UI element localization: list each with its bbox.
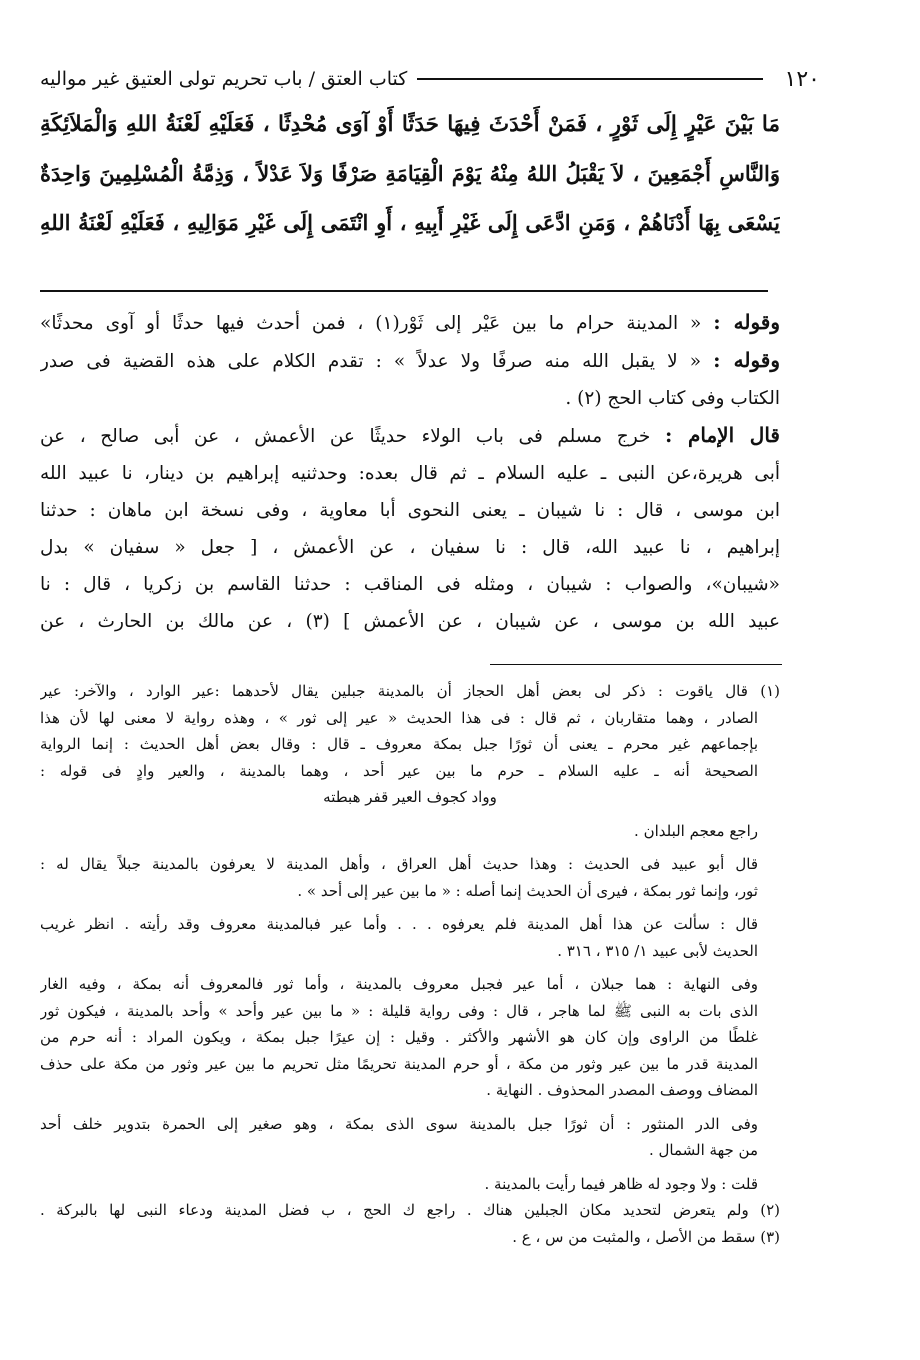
commentary-line: «شيبان»، والصواب : شيبان ، ومثله فى المناقب : حدثنا القاسم بن زكريا ، قال : نا bbox=[40, 574, 780, 595]
footnote-line: غلطًا من الراوى وإن كان هو الأشهر والأكثر . وقيل : إن عيرًا جبل بمكة ، ويكون المراد : أنه حرم من bbox=[40, 1028, 758, 1046]
commentary-line: إبراهيم ، نا عبيد الله، قال : نا سفيان ، عن الأعمش ، [ جعل « سفيان » بدل bbox=[40, 537, 780, 558]
footnote-line: وفى الدر المنثور : أن ثورًا جبل بالمدينة سوى الذى بمكة ، وهو صغير إلى الحمرة بتدوير خلف أحد bbox=[40, 1114, 758, 1133]
commentary-line bbox=[40, 304, 780, 342]
commentary-span: « المدينة حرام ما بين عَيْر إلى ثَوْر(١) ، فمن أحدث فيها حدثًا أو آوى محدثًا» bbox=[40, 313, 702, 334]
running-title: كتاب العتق / باب تحريم تولى العتيق غير مواليه bbox=[40, 68, 408, 90]
commentary-lead: قال الإمام : bbox=[664, 423, 780, 447]
commentary-text bbox=[40, 304, 780, 640]
section-divider bbox=[40, 290, 768, 292]
footnote-line: (١) قال ياقوت : ذكر لى بعض أهل الحجاز أن بالمدينة جبلين يقال لأحدهما :عير الوارد ، والآخر: عير bbox=[40, 682, 780, 700]
footnote-line: قلت : ولا وجود له ظاهر فيما رأيت بالمدينة . bbox=[484, 1174, 758, 1193]
footnote-line: المدينة قدر ما بين عير وثور من مكة ، أو حرم المدينة تحريمًا مثل تحريم ما بين عير وثور من مكة على حذف bbox=[40, 1054, 758, 1073]
footnote-line: الذى بات به النبى ﷺ لما هاجر ، قال : وفى رواية قليلة : « ما بين عير وأحد » وأحد بالمدينة ، فيكون ثور bbox=[40, 1001, 758, 1020]
footnote-divider bbox=[490, 664, 782, 665]
hadith-line: وَالنَّاسِ أَجْمَعِينَ ، لاَ يَقْبَلُ اللهُ مِنْهُ يَوْمَ الْقِيَامَةِ صَرْفًا وَلاَ عَدْلاً ، وَذِمَّةُ الْمُسْلِمِينَ وَاحِدَةٌ bbox=[40, 161, 780, 186]
commentary-line: الكتاب وفى كتاب الحج (٢) . bbox=[565, 388, 780, 409]
hadith-text bbox=[40, 100, 780, 247]
commentary-line: ابن موسى ، قال : نا شيبان ـ يعنى النحوى أبا معاوية ، وفى نسخة ابن ماهان : حدثنا bbox=[40, 500, 780, 521]
footnote-line: بإجماعهم غير محرم ـ يعنى أن ثورًا جبل بمكة معروف ـ قال : وقال بعض أهل الحديث : إنما الرواية bbox=[40, 735, 758, 753]
footnote-line: المضاف ووصف المصدر المحذوف . النهاية . bbox=[486, 1081, 758, 1099]
footnote-line: الصحيحة أنه ـ عليه السلام ـ حرم ما بين عير أحد ، وهما بالمدينة ، والعير وادٍ فى قوله : bbox=[40, 761, 758, 780]
footnote-line: راجع معجم البلدان . bbox=[634, 821, 758, 840]
footnote-verse: وواد كجوف العير قفر هبطته bbox=[323, 788, 497, 806]
footnote-line: قال : سألت عن هذا أهل المدينة فلم يعرفوه . . . وأما عير فبالمدينة معروف وقد رأيته . انظر غريب bbox=[40, 915, 758, 933]
hadith-line: مَا بَيْنَ عَيْرٍ إِلَى ثَوْرٍ ، فَمَنْ أَحْدَثَ فِيهَا حَدَثًا أَوْ آوَى مُحْدِثًا ، فَعَلَيْهِ لَعْنَةُ اللهِ وَالْمَلاَئِكَةِ bbox=[40, 112, 780, 137]
commentary-line: أبى هريرة،عن النبى ـ عليه السلام ـ ثم قال بعده: وحدثنيه إبراهيم بن دينار، نا عبيد الله bbox=[40, 463, 780, 484]
footnote-line: (٢) ولم يتعرض لتحديد مكان الجبلين هناك . راجع ك الحج ، ب فضل المدينة ودعاء النبى لها بالبركة . bbox=[40, 1201, 780, 1219]
footnote-line: قال أبو عبيد فى الحديث : وهذا حديث أهل العراق ، وأهل المدينة لا يعرفون بالمدينة جبلاً يقال له : bbox=[40, 855, 758, 873]
commentary-span: خرج مسلم فى باب الولاء حديثًا عن الأعمش ، عن أبى صالح ، عن bbox=[40, 426, 651, 447]
footnote-line: ثور، وإنما ثور بمكة ، فيرى أن الحديث إنما أصله : « ما بين عير إلى أحد » . bbox=[297, 881, 758, 900]
commentary-lead: وقوله : bbox=[713, 310, 780, 334]
commentary-line bbox=[40, 417, 780, 455]
header-rule bbox=[417, 78, 762, 80]
footnote-line: الصادر ، وهما متقاربان ، ثم قال : فى هذا الحديث « عير إلى ثور » ، وهذه رواية لا معنى لها لأن هذا bbox=[40, 708, 758, 727]
footnote-line: الحديث لأبى عبيد ١/ ٣١٥ ، ٣١٦ . bbox=[557, 941, 758, 960]
footnotes bbox=[40, 678, 780, 1250]
commentary-span: « لا يقبل الله منه صرفًا ولا عدلاً » : تقدم الكلام على هذه القضية فى صدر bbox=[40, 351, 702, 372]
commentary-line bbox=[40, 342, 780, 380]
commentary-lead: وقوله : bbox=[713, 348, 780, 372]
hadith-line: يَسْعَى بِهَا أَدْنَاهُمْ ، وَمَنِ ادَّعَى إِلَى غَيْرِ أَبِيهِ ، أَوِ انْتَمَى إِلَى غَيْرِ مَوَالِيهِ ، فَعَلَيْهِ لَعْنَةُ اللهِ bbox=[40, 210, 780, 235]
footnote-line: (٣) سقط من الأصل ، والمثبت من س ، ع . bbox=[512, 1227, 780, 1246]
footnote-line: من جهة الشمال . bbox=[648, 1141, 758, 1159]
page-number: ١٢٠ bbox=[784, 66, 820, 92]
page-header bbox=[40, 62, 820, 96]
footnote-line: وفى النهاية : هما جبلان ، أما عير فجبل معروف بالمدينة ، وأما ثور فالمعروف أنه بمكة ، وفيه الغار bbox=[40, 975, 758, 993]
commentary-line: عبيد الله بن موسى ، عن شيبان ، عن الأعمش ] (٣) ، عن مالك بن الحارث ، عن bbox=[40, 611, 780, 632]
